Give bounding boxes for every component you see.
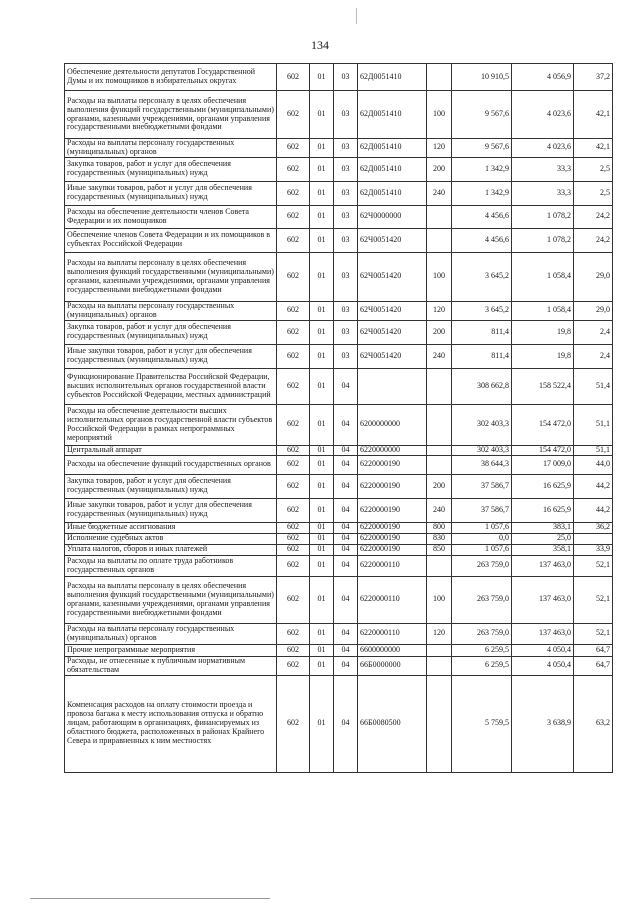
execution-percent-cell: 2,5 [574,181,613,205]
executed-amount-cell: 4 023,6 [512,91,574,139]
subsection-code-cell: 04 [334,498,358,522]
table-row [65,533,613,544]
planned-amount-cell: 1 342,9 [452,181,512,205]
planned-amount-cell: 6 259,5 [452,644,512,656]
subsection-code-cell: 04 [334,445,358,455]
expense-name-cell: Расходы на выплаты по оплате труда работников государственных органов [65,555,277,576]
executed-amount-cell: 154 472,0 [512,445,574,455]
executed-amount-cell: 16 625,9 [512,474,574,498]
planned-amount-cell: 0,0 [452,533,512,544]
executed-amount-cell: 17 009,0 [512,455,574,474]
table-row [65,644,613,656]
section-code-cell: 01 [310,445,334,455]
section-code-cell: 01 [310,139,334,158]
target-article-code-cell: 62Д0051410 [358,139,427,158]
page-number: 134 [311,38,329,52]
expense-type-code-cell [427,368,452,404]
department-code-cell: 602 [277,533,310,544]
subsection-code-cell: 03 [334,91,358,139]
target-article-code-cell: 6220000110 [358,623,427,644]
section-code-cell: 01 [310,555,334,576]
planned-amount-cell: 302 403,3 [452,445,512,455]
department-code-cell: 602 [277,301,310,320]
table-row [65,320,613,344]
table-row [65,344,613,368]
target-article-code-cell: 62Ч0051420 [358,301,427,320]
executed-amount-cell: 1 078,2 [512,205,574,228]
budget-table [64,63,613,773]
expense-name-cell: Обеспечение деятельности депутатов Государственной Думы и их помощников в избирательных округах [65,64,277,91]
subsection-code-cell: 04 [334,533,358,544]
planned-amount-cell: 4 456,6 [452,228,512,252]
execution-percent-cell: 24,2 [574,228,613,252]
expense-type-code-cell [427,228,452,252]
expense-name-cell: Расходы на обеспечение функций государственных органов [65,455,277,474]
table-row [65,139,613,158]
execution-percent-cell: 37,2 [574,64,613,91]
expense-name-cell: Обеспечение членов Совета Федерации и их помощников в субъектах Российской Федерации [65,228,277,252]
subsection-code-cell: 04 [334,455,358,474]
subsection-code-cell: 04 [334,623,358,644]
expense-name-cell: Компенсация расходов на оплату стоимости проезда и провоза багажа к месту использования отпуска и обратно лицам, работающим в организациях, финансируемых из областного бюджета, расположенных в районах Крайнего Севера и приравненных к ним местностях [65,675,277,772]
execution-percent-cell: 63,2 [574,675,613,772]
expense-name-cell: Расходы на обеспечение деятельности членов Совета Федерации и их помощников [65,205,277,228]
expense-type-code-cell: 200 [427,474,452,498]
expense-name-cell: Прочие непрограммные мероприятия [65,644,277,656]
target-article-code-cell: 62Д0051410 [358,64,427,91]
table-row [65,544,613,555]
target-article-code-cell: 6220000190 [358,533,427,544]
subsection-code-cell: 03 [334,252,358,301]
target-article-code-cell: 62Д0051410 [358,157,427,181]
execution-percent-cell: 64,7 [574,644,613,656]
execution-percent-cell: 42,1 [574,139,613,158]
table-row [65,64,613,91]
executed-amount-cell: 4 056,9 [512,64,574,91]
department-code-cell: 602 [277,91,310,139]
department-code-cell: 602 [277,157,310,181]
execution-percent-cell: 44,0 [574,455,613,474]
department-code-cell: 602 [277,474,310,498]
table-row [65,252,613,301]
execution-percent-cell: 51,1 [574,445,613,455]
expense-type-code-cell: 240 [427,181,452,205]
expense-type-code-cell: 100 [427,576,452,623]
department-code-cell: 602 [277,498,310,522]
planned-amount-cell: 10 910,5 [452,64,512,91]
execution-percent-cell: 52,1 [574,576,613,623]
subsection-code-cell: 03 [334,344,358,368]
executed-amount-cell: 137 463,0 [512,576,574,623]
executed-amount-cell: 1 058,4 [512,252,574,301]
subsection-code-cell: 04 [334,474,358,498]
planned-amount-cell: 263 759,0 [452,576,512,623]
subsection-code-cell: 03 [334,181,358,205]
planned-amount-cell: 5 759,5 [452,675,512,772]
table-row [65,656,613,675]
target-article-code-cell: 66Б0000000 [358,656,427,675]
department-code-cell: 602 [277,675,310,772]
section-code-cell: 01 [310,522,334,533]
expense-name-cell: Центральный аппарат [65,445,277,455]
section-code-cell: 01 [310,344,334,368]
expense-type-code-cell: 120 [427,301,452,320]
execution-percent-cell [574,533,613,544]
subsection-code-cell: 04 [334,644,358,656]
planned-amount-cell: 9 567,6 [452,139,512,158]
execution-percent-cell: 29,0 [574,252,613,301]
executed-amount-cell: 383,1 [512,522,574,533]
table-row [65,555,613,576]
executed-amount-cell: 19,8 [512,344,574,368]
expense-name-cell: Закупка товаров, работ и услуг для обеспечения государственных (муниципальных) нужд [65,320,277,344]
table-row [65,157,613,181]
target-article-code-cell: 6220000190 [358,522,427,533]
subsection-code-cell: 03 [334,301,358,320]
subsection-code-cell: 04 [334,675,358,772]
expense-name-cell: Расходы на выплаты персоналу в целях обеспечения выполнения функций государственными (муниципальными) органами, казенными учреждениями, органами управления государственными внебюджетными фондами [65,252,277,301]
planned-amount-cell: 38 644,3 [452,455,512,474]
target-article-code-cell: 62Ч0051420 [358,252,427,301]
expense-type-code-cell [427,675,452,772]
expense-type-code-cell: 240 [427,498,452,522]
expense-name-cell: Уплата налогов, сборов и иных платежей [65,544,277,555]
section-code-cell: 01 [310,301,334,320]
department-code-cell: 602 [277,623,310,644]
section-code-cell: 01 [310,455,334,474]
table-row [65,576,613,623]
execution-percent-cell: 51,4 [574,368,613,404]
target-article-code-cell: 62Д0051410 [358,181,427,205]
subsection-code-cell: 03 [334,205,358,228]
section-code-cell: 01 [310,533,334,544]
expense-type-code-cell: 830 [427,533,452,544]
target-article-code-cell: 6220000110 [358,555,427,576]
subsection-code-cell: 04 [334,522,358,533]
department-code-cell: 602 [277,252,310,301]
department-code-cell: 602 [277,344,310,368]
execution-percent-cell: 42,1 [574,91,613,139]
table-row [65,181,613,205]
table-row [65,675,613,772]
executed-amount-cell: 25,0 [512,533,574,544]
expense-type-code-cell [427,64,452,91]
table-row [65,455,613,474]
executed-amount-cell: 137 463,0 [512,555,574,576]
expense-type-code-cell [427,445,452,455]
executed-amount-cell: 158 522,4 [512,368,574,404]
section-code-cell: 01 [310,320,334,344]
subsection-code-cell: 04 [334,404,358,445]
expense-type-code-cell: 120 [427,139,452,158]
section-code-cell: 01 [310,644,334,656]
expense-name-cell: Закупка товаров, работ и услуг для обеспечения государственных (муниципальных) нужд [65,157,277,181]
target-article-code-cell [358,368,427,404]
table-row [65,498,613,522]
planned-amount-cell: 263 759,0 [452,623,512,644]
planned-amount-cell: 263 759,0 [452,555,512,576]
executed-amount-cell: 4 023,6 [512,139,574,158]
planned-amount-cell: 9 567,6 [452,91,512,139]
planned-amount-cell: 6 259,5 [452,656,512,675]
table-row [65,404,613,445]
section-code-cell: 01 [310,181,334,205]
target-article-code-cell: 62Ч0051420 [358,320,427,344]
section-code-cell: 01 [310,228,334,252]
planned-amount-cell: 3 645,2 [452,301,512,320]
executed-amount-cell: 16 625,9 [512,498,574,522]
expense-type-code-cell: 100 [427,252,452,301]
executed-amount-cell: 4 050,4 [512,644,574,656]
department-code-cell: 602 [277,455,310,474]
department-code-cell: 602 [277,139,310,158]
executed-amount-cell: 3 638,9 [512,675,574,772]
expense-type-code-cell: 800 [427,522,452,533]
department-code-cell: 602 [277,445,310,455]
subsection-code-cell: 04 [334,544,358,555]
table-row [65,522,613,533]
execution-percent-cell: 52,1 [574,623,613,644]
department-code-cell: 602 [277,368,310,404]
department-code-cell: 602 [277,205,310,228]
target-article-code-cell: 6220000000 [358,445,427,455]
executed-amount-cell: 4 050,4 [512,656,574,675]
execution-percent-cell: 29,0 [574,301,613,320]
scan-artifact-line [30,898,270,899]
planned-amount-cell: 1 057,6 [452,522,512,533]
expense-type-code-cell [427,205,452,228]
expense-name-cell: Расходы на обеспечение деятельности высших исполнительных органов государственной власти субъектов Российской Федерации в рамках непрограммных мероприятий [65,404,277,445]
section-code-cell: 01 [310,474,334,498]
target-article-code-cell: 6600000000 [358,644,427,656]
expense-name-cell: Расходы на выплаты персоналу государственных (муниципальных) органов [65,623,277,644]
expense-type-code-cell: 850 [427,544,452,555]
execution-percent-cell: 24,2 [574,205,613,228]
department-code-cell: 602 [277,544,310,555]
table-row [65,445,613,455]
subsection-code-cell: 04 [334,555,358,576]
planned-amount-cell: 308 662,8 [452,368,512,404]
target-article-code-cell: 6220000190 [358,455,427,474]
executed-amount-cell: 1 058,4 [512,301,574,320]
expense-name-cell: Закупка товаров, работ и услуг для обеспечения государственных (муниципальных) нужд [65,474,277,498]
target-article-code-cell: 62Ч0000000 [358,205,427,228]
planned-amount-cell: 37 586,7 [452,498,512,522]
executed-amount-cell: 33,3 [512,181,574,205]
department-code-cell: 602 [277,320,310,344]
section-code-cell: 01 [310,404,334,445]
planned-amount-cell: 811,4 [452,320,512,344]
expense-name-cell: Иные закупки товаров, работ и услуг для обеспечения государственных (муниципальных) нужд [65,344,277,368]
department-code-cell: 602 [277,404,310,445]
execution-percent-cell: 64,7 [574,656,613,675]
expense-type-code-cell [427,404,452,445]
department-code-cell: 602 [277,644,310,656]
subsection-code-cell: 04 [334,656,358,675]
department-code-cell: 602 [277,555,310,576]
planned-amount-cell: 1 342,9 [452,157,512,181]
execution-percent-cell: 44,2 [574,498,613,522]
section-code-cell: 01 [310,576,334,623]
execution-percent-cell: 2,5 [574,157,613,181]
expense-type-code-cell [427,455,452,474]
expense-type-code-cell: 120 [427,623,452,644]
section-code-cell: 01 [310,368,334,404]
planned-amount-cell: 37 586,7 [452,474,512,498]
subsection-code-cell: 03 [334,139,358,158]
executed-amount-cell: 33,3 [512,157,574,181]
table-row [65,368,613,404]
scan-artifact [356,8,357,24]
execution-percent-cell: 52,1 [574,555,613,576]
planned-amount-cell: 3 645,2 [452,252,512,301]
target-article-code-cell: 62Ч0051420 [358,228,427,252]
table-row [65,474,613,498]
target-article-code-cell: 6220000190 [358,474,427,498]
executed-amount-cell: 358,1 [512,544,574,555]
expense-type-code-cell: 200 [427,157,452,181]
planned-amount-cell: 4 456,6 [452,205,512,228]
executed-amount-cell: 1 078,2 [512,228,574,252]
table-row [65,623,613,644]
department-code-cell: 602 [277,522,310,533]
execution-percent-cell: 51,1 [574,404,613,445]
planned-amount-cell: 302 403,3 [452,404,512,445]
target-article-code-cell: 62Ч0051420 [358,344,427,368]
expense-type-code-cell [427,656,452,675]
target-article-code-cell: 66Б0080500 [358,675,427,772]
planned-amount-cell: 1 057,6 [452,544,512,555]
executed-amount-cell: 137 463,0 [512,623,574,644]
target-article-code-cell: 6220000190 [358,544,427,555]
expense-type-code-cell: 240 [427,344,452,368]
budget-table-body [65,64,613,773]
target-article-code-cell: 6220000190 [358,498,427,522]
execution-percent-cell: 2,4 [574,344,613,368]
planned-amount-cell: 811,4 [452,344,512,368]
target-article-code-cell: 6200000000 [358,404,427,445]
expense-name-cell: Расходы на выплаты персоналу в целях обеспечения выполнения функций государственными (муниципальными) органами, казенными учреждениями, органами управления государственными внебюджетными фондами [65,91,277,139]
expense-type-code-cell [427,644,452,656]
department-code-cell: 602 [277,576,310,623]
execution-percent-cell: 44,2 [574,474,613,498]
section-code-cell: 01 [310,656,334,675]
subsection-code-cell: 04 [334,576,358,623]
section-code-cell: 01 [310,498,334,522]
execution-percent-cell: 2,4 [574,320,613,344]
expense-name-cell: Исполнение судебных актов [65,533,277,544]
section-code-cell: 01 [310,544,334,555]
expense-name-cell: Расходы на выплаты персоналу государственных (муниципальных) органов [65,139,277,158]
table-row [65,228,613,252]
expense-name-cell: Расходы на выплаты персоналу государственных (муниципальных) органов [65,301,277,320]
expense-type-code-cell: 200 [427,320,452,344]
department-code-cell: 602 [277,181,310,205]
department-code-cell: 602 [277,228,310,252]
subsection-code-cell: 03 [334,320,358,344]
table-row [65,301,613,320]
department-code-cell: 602 [277,656,310,675]
execution-percent-cell: 33,9 [574,544,613,555]
subsection-code-cell: 03 [334,157,358,181]
department-code-cell: 602 [277,64,310,91]
subsection-code-cell: 04 [334,368,358,404]
subsection-code-cell: 03 [334,64,358,91]
section-code-cell: 01 [310,205,334,228]
section-code-cell: 01 [310,64,334,91]
executed-amount-cell: 19,8 [512,320,574,344]
section-code-cell: 01 [310,623,334,644]
subsection-code-cell: 03 [334,228,358,252]
target-article-code-cell: 62Д0051410 [358,91,427,139]
table-row [65,205,613,228]
table-row [65,91,613,139]
expense-name-cell: Расходы на выплаты персоналу в целях обеспечения выполнения функций государственными (муниципальными) органами, казенными учреждениями, органами управления государственными внебюджетными фондами [65,576,277,623]
target-article-code-cell: 6220000110 [358,576,427,623]
expense-name-cell: Иные закупки товаров, работ и услуг для обеспечения государственных (муниципальных) нужд [65,498,277,522]
expense-name-cell: Функционирование Правительства Российской Федерации, высших исполнительных органов государственной власти субъектов Российской Федерации, местных администраций [65,368,277,404]
expense-type-code-cell [427,555,452,576]
expense-type-code-cell: 100 [427,91,452,139]
expense-name-cell: Иные закупки товаров, работ и услуг для обеспечения государственных (муниципальных) нужд [65,181,277,205]
expense-name-cell: Иные бюджетные ассигнования [65,522,277,533]
section-code-cell: 01 [310,675,334,772]
executed-amount-cell: 154 472,0 [512,404,574,445]
execution-percent-cell: 36,2 [574,522,613,533]
expense-name-cell: Расходы, не отнесенные к публичным нормативным обязательствам [65,656,277,675]
section-code-cell: 01 [310,91,334,139]
section-code-cell: 01 [310,252,334,301]
section-code-cell: 01 [310,157,334,181]
